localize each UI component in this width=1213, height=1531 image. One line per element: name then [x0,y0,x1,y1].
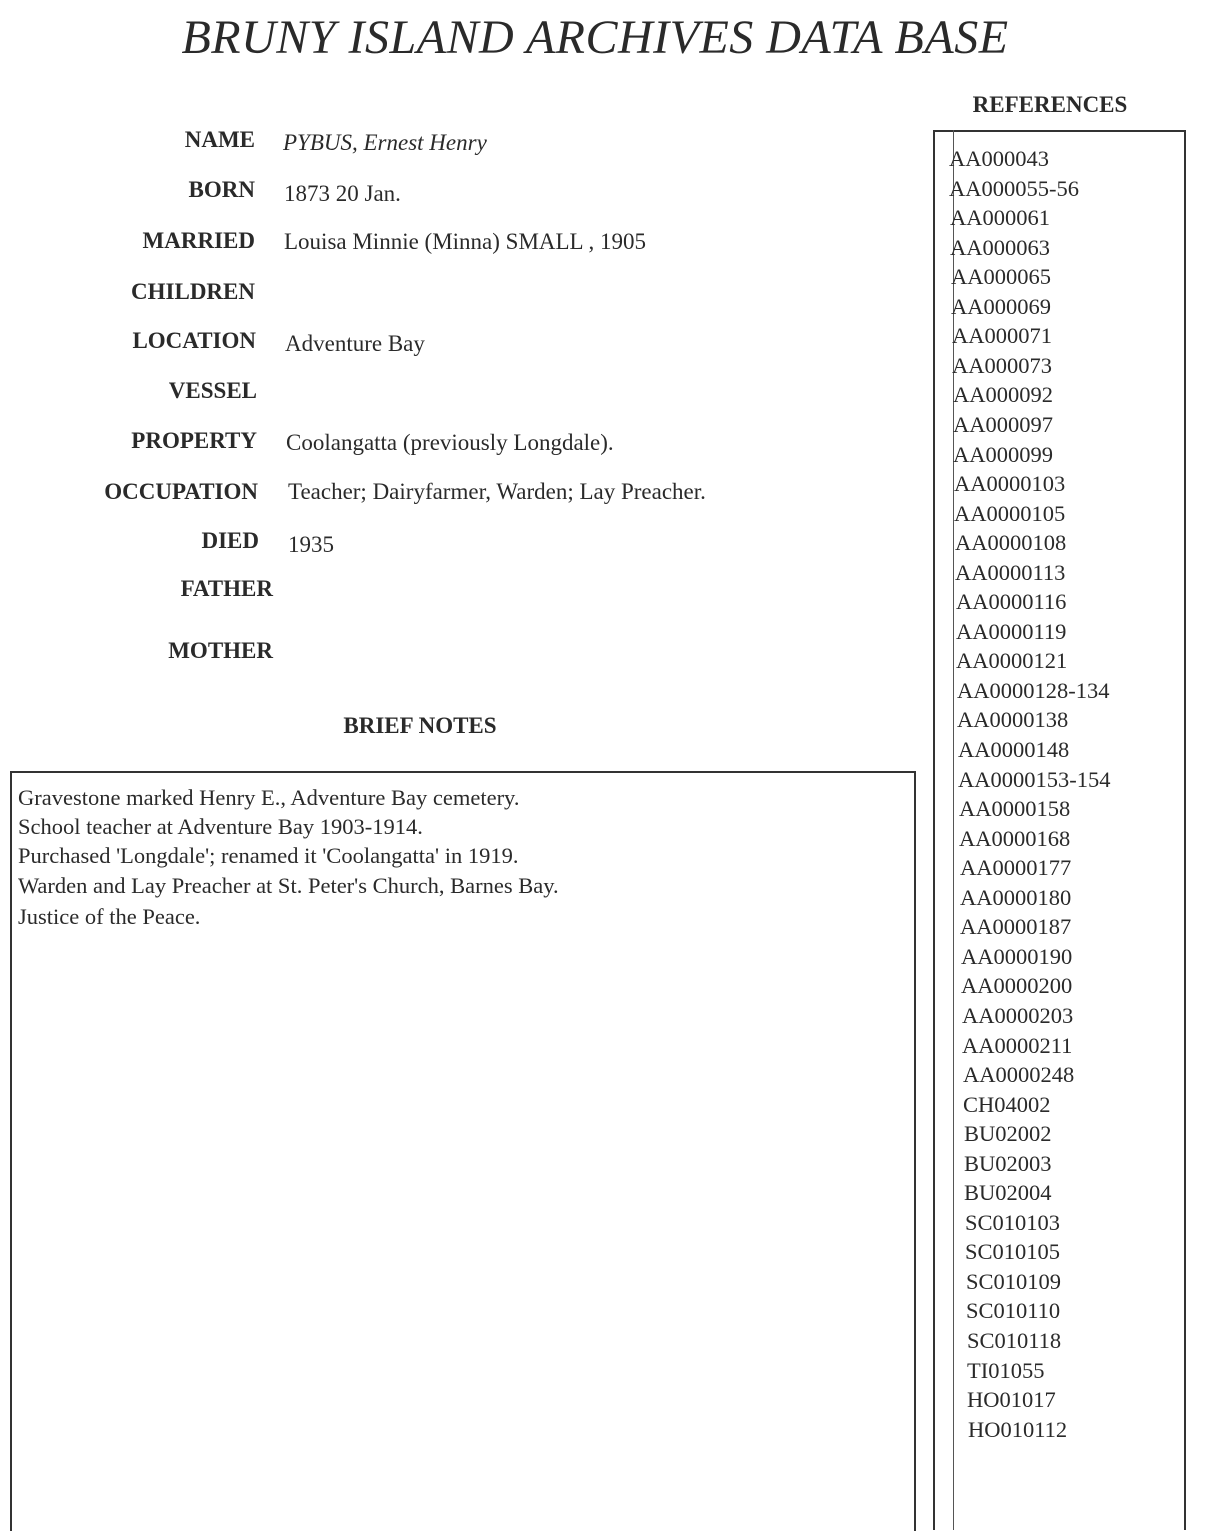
reference-item: AA0000203 [962,1003,1074,1028]
reference-item: AA0000121 [956,648,1068,673]
reference-item: AA0000187 [960,914,1072,939]
reference-item: HO01017 [967,1387,1056,1412]
born-value: 1873 20 Jan. [284,181,401,206]
notes-line: Purchased 'Longdale'; renamed it 'Coolangatta' in 1919. [18,843,519,868]
reference-item: AA000099 [953,442,1053,467]
married-label: MARRIED [142,228,255,253]
reference-item: AA0000116 [956,589,1067,614]
reference-item: AA0000138 [957,707,1069,732]
reference-item: AA000055-56 [949,176,1079,201]
notes-line: Justice of the Peace. [18,904,201,929]
reference-item: AA0000248 [963,1062,1075,1087]
married-value: Louisa Minnie (Minna) SMALL , 1905 [284,229,647,254]
reference-item: BU02004 [964,1180,1052,1205]
children-label: CHILDREN [131,279,255,304]
reference-item: SC010103 [965,1210,1061,1235]
died-label: DIED [201,528,259,553]
location-label: LOCATION [132,328,256,353]
reference-item: AA0000180 [960,885,1072,910]
reference-item: AA000092 [953,382,1053,407]
reference-item: HO010112 [968,1417,1068,1442]
reference-item: BU02003 [964,1151,1052,1176]
reference-item: AA0000113 [955,560,1066,585]
occupation-label: OCCUPATION [104,479,258,504]
name-label: NAME [184,127,255,152]
reference-item: AA0000103 [954,471,1066,496]
reference-item: AA0000168 [959,826,1071,851]
reference-item: SC010118 [967,1328,1062,1353]
reference-item: AA000043 [949,146,1049,171]
reference-item: AA0000148 [958,737,1070,762]
reference-item: SC010109 [966,1269,1062,1294]
reference-item: AA0000105 [954,501,1066,526]
reference-item: AA000069 [951,294,1051,319]
reference-item: AA0000190 [961,944,1073,969]
reference-item: AA000073 [952,353,1052,378]
reference-item: AA000063 [950,235,1050,260]
reference-item: AA0000153-154 [958,767,1111,792]
born-label: BORN [188,177,255,202]
reference-item: AA0000119 [956,619,1067,644]
reference-item: SC010110 [966,1298,1061,1323]
references-heading: REFERENCES [972,92,1128,117]
died-value: 1935 [288,532,334,557]
reference-item: BU02002 [964,1121,1052,1146]
reference-item: AA000097 [953,412,1053,437]
occupation-value: Teacher; Dairyfarmer, Warden; Lay Preacher. [288,479,706,504]
mother-label: MOTHER [168,638,273,663]
father-label: FATHER [180,576,273,601]
reference-item: SC010105 [965,1239,1061,1264]
reference-item: AA0000158 [959,796,1071,821]
property-value: Coolangatta (previously Longdale). [286,430,614,455]
vessel-label: VESSEL [168,378,257,403]
name-value: PYBUS, Ernest Henry [283,130,487,155]
reference-item: AA000071 [952,323,1052,348]
page-title: BRUNY ISLAND ARCHIVES DATA BASE [181,11,1009,64]
reference-item: AA000061 [950,205,1050,230]
reference-item: AA000065 [951,264,1051,289]
property-label: PROPERTY [131,428,257,453]
brief-notes-box [10,771,916,1531]
location-value: Adventure Bay [285,331,425,356]
notes-line: Gravestone marked Henry E., Adventure Bay cemetery. [18,785,520,810]
reference-item: AA0000177 [960,855,1072,880]
brief-notes-heading: BRIEF NOTES [343,713,497,738]
reference-item: TI01055 [967,1358,1045,1383]
reference-item: AA0000128-134 [957,678,1110,703]
reference-item: AA0000200 [961,973,1073,998]
notes-line: Warden and Lay Preacher at St. Peter's Church, Barnes Bay. [18,873,559,898]
notes-line: School teacher at Adventure Bay 1903-1914. [18,814,423,839]
reference-item: AA0000211 [962,1033,1073,1058]
reference-item: CH04002 [963,1092,1051,1117]
reference-item: AA0000108 [955,530,1067,555]
